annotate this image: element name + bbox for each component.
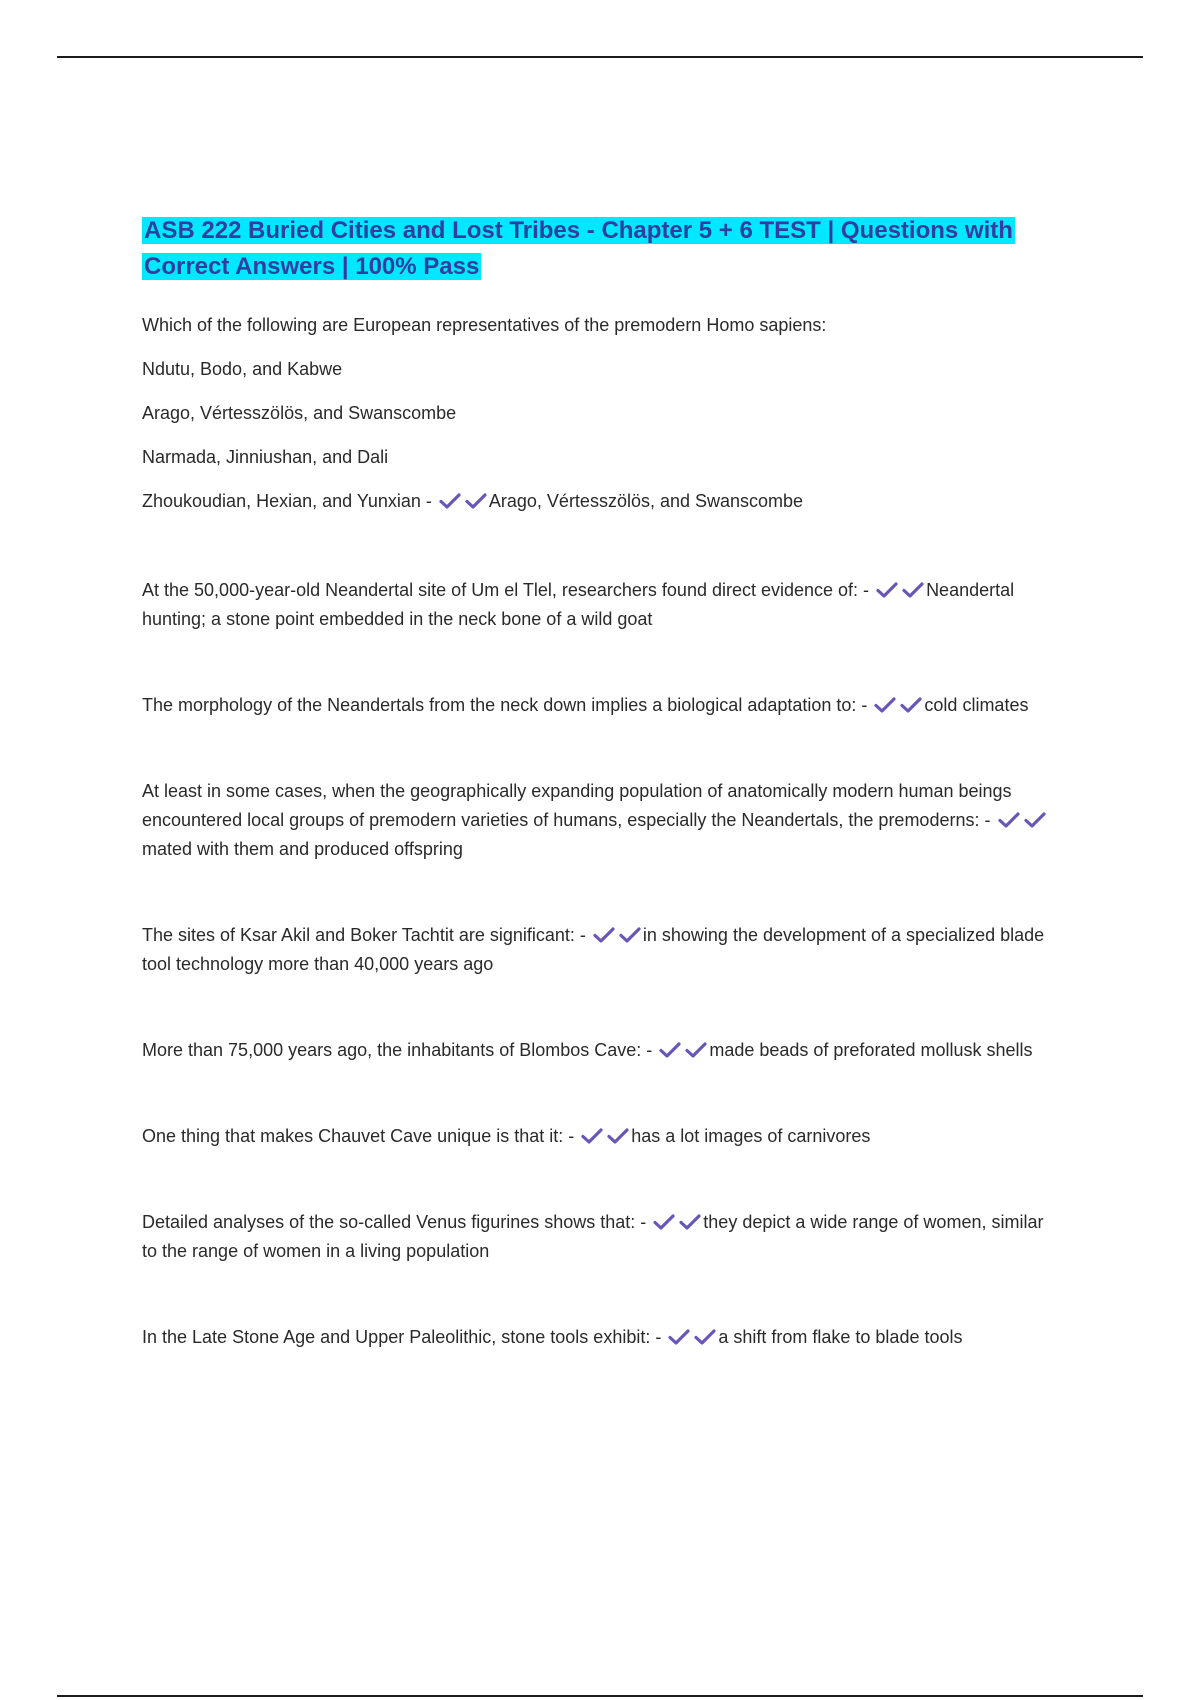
question-text: The morphology of the Neandertals from the neck down implies a biological adaptation to: -	[142, 695, 868, 715]
qa-paragraph	[142, 576, 1062, 634]
check-icon	[652, 1213, 676, 1231]
check-icon	[667, 1328, 691, 1346]
qa-paragraph	[142, 777, 1062, 864]
check-icon	[618, 926, 642, 944]
answer-text: a shift from flake to blade tools	[718, 1327, 963, 1347]
qa-paragraph	[142, 1323, 1062, 1352]
answer-text: Neandertal hunting; a stone point embedded in the neck bone of a wild goat	[142, 580, 1015, 629]
answer-text: mated with them and produced offspring	[142, 839, 463, 859]
answer-text: made beads of preforated mollusk shells	[709, 1040, 1033, 1060]
title-line-2: Correct Answers | 100% Pass	[144, 253, 480, 280]
qa-paragraph	[142, 1208, 1062, 1266]
question-block-1	[142, 311, 1062, 516]
qa-item	[142, 691, 1062, 720]
check-icon	[658, 1041, 682, 1059]
document-title	[142, 213, 1062, 285]
check-icon	[1023, 811, 1047, 829]
check-icon	[901, 581, 925, 599]
check-icon	[997, 811, 1021, 829]
qa-paragraph	[142, 1036, 1062, 1065]
qa-item	[142, 921, 1062, 979]
check-icon	[899, 696, 923, 714]
top-rule	[57, 56, 1143, 58]
qa-item	[142, 576, 1062, 634]
option-a: Ndutu, Bodo, and Kabwe	[142, 359, 343, 379]
check-icon	[684, 1041, 708, 1059]
qa-item	[142, 1323, 1062, 1352]
check-icon	[580, 1127, 604, 1145]
question-text: One thing that makes Chauvet Cave unique is that it: -	[142, 1126, 575, 1146]
check-icon	[678, 1213, 702, 1231]
qa-paragraph	[142, 1122, 1062, 1151]
qa-item	[142, 777, 1062, 864]
qa-paragraph	[142, 921, 1062, 979]
answer-text: in showing the development of a specialized blade tool technology more than 40,000 years ago	[142, 925, 1045, 974]
question-text: Which of the following are European representatives of the premodern Homo sapiens:	[142, 315, 827, 335]
question-text: Detailed analyses of the so-called Venus figurines shows that: -	[142, 1212, 647, 1232]
document-body	[142, 213, 1062, 1409]
qa-item	[142, 1122, 1062, 1151]
option-c: Narmada, Jinniushan, and Dali	[142, 447, 389, 467]
option-d: Zhoukoudian, Hexian, and Yunxian -	[142, 491, 432, 511]
check-icon	[464, 492, 488, 510]
check-icon	[438, 492, 462, 510]
check-icon	[606, 1127, 630, 1145]
answer-text: Arago, Vértesszölös, and Swanscombe	[488, 491, 804, 511]
check-icon	[693, 1328, 717, 1346]
bottom-rule	[57, 1695, 1143, 1697]
answer-text: cold climates	[924, 695, 1029, 715]
qa-item	[142, 1036, 1062, 1065]
option-d-with-answer	[142, 487, 1062, 516]
title-line-1: ASB 222 Buried Cities and Lost Tribes - Chapter 5 + 6 TEST | Questions with	[144, 217, 1013, 244]
qa-item	[142, 1208, 1062, 1266]
question-text: In the Late Stone Age and Upper Paleolithic, stone tools exhibit: -	[142, 1327, 662, 1347]
qa-paragraph	[142, 691, 1062, 720]
check-icon	[873, 696, 897, 714]
question-text: At the 50,000-year-old Neandertal site of Um el Tlel, researchers found direct evidence of: -	[142, 580, 870, 600]
question-text: At least in some cases, when the geographically expanding population of anatomically modern human beings encountered local groups of premodern varieties of humans, especially the Neandertals, the premoderns: -	[142, 781, 1012, 830]
answer-text: has a lot images of carnivores	[631, 1126, 871, 1146]
qa-list	[142, 576, 1062, 1352]
check-icon	[875, 581, 899, 599]
question-text: More than 75,000 years ago, the inhabitants of Blombos Cave: -	[142, 1040, 653, 1060]
answer-text: they depict a wide range of women, similar to the range of women in a living population	[142, 1212, 1044, 1261]
check-icon	[592, 926, 616, 944]
option-b: Arago, Vértesszölös, and Swanscombe	[142, 403, 457, 423]
question-text: The sites of Ksar Akil and Boker Tachtit are significant: -	[142, 925, 586, 945]
